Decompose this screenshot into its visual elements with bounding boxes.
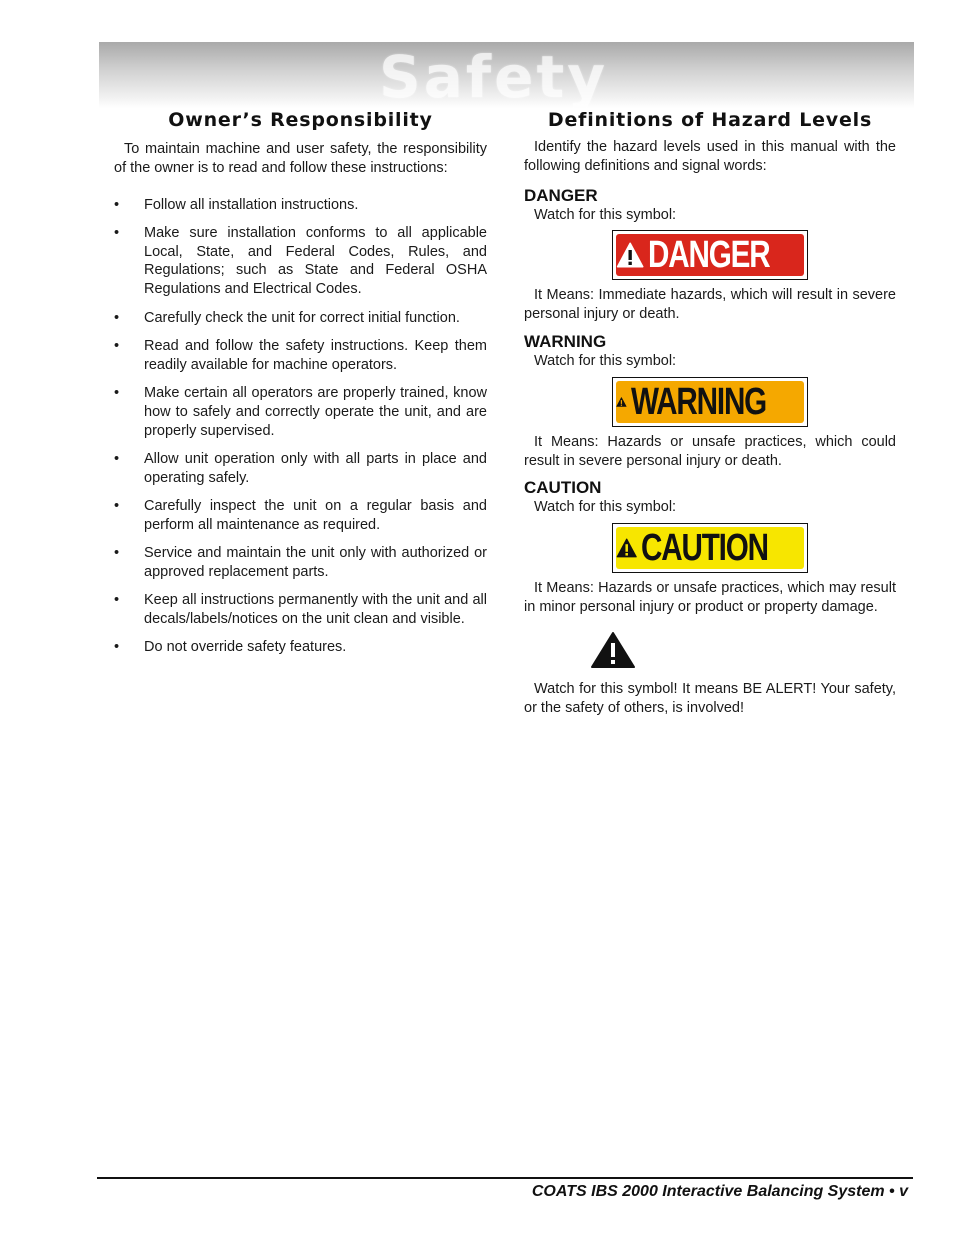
list-item bbox=[114, 638, 487, 657]
list-item-text: Make sure installation conforms to all applicable Local, State, and Federal Codes, Rules, and Regulations; such as State and Federal OSHA Regulations and Electrical Codes. bbox=[144, 224, 487, 298]
alert-triangle-icon bbox=[590, 631, 636, 669]
list-item bbox=[114, 450, 487, 488]
bullet-marker: • bbox=[114, 592, 120, 609]
bullet-marker: • bbox=[114, 545, 120, 562]
danger-definition bbox=[524, 186, 896, 324]
list-item-text: Read and follow the safety instructions. Keep them readily available for machine operators. bbox=[144, 337, 487, 373]
list-item-text: Allow unit operation only with all parts in place and operating safely. bbox=[144, 450, 487, 486]
warning-label: WARNING bbox=[524, 331, 607, 351]
warning-triangle-icon bbox=[616, 532, 637, 564]
caution-sign bbox=[612, 523, 808, 573]
caution-meaning: It Means: Hazards or unsafe practices, which may result in minor personal injury or product or property damage. bbox=[524, 580, 896, 615]
danger-sign-text: DANGER bbox=[648, 234, 770, 277]
warning-sign-panel bbox=[616, 381, 804, 423]
alert-symbol bbox=[590, 631, 896, 674]
warning-meaning: It Means: Hazards or unsafe practices, which could result in severe personal injury or death. bbox=[524, 433, 896, 469]
bullet-marker: • bbox=[114, 337, 120, 354]
list-item bbox=[114, 309, 487, 328]
bullet-marker: • bbox=[114, 639, 120, 656]
list-item-text: Carefully check the unit for correct initial function. bbox=[144, 309, 460, 326]
owners-responsibility-column bbox=[114, 108, 487, 667]
list-item-text: Follow all installation instructions. bbox=[144, 196, 359, 213]
warning-triangle-icon bbox=[616, 386, 627, 418]
list-item-text: Do not override safety features. bbox=[144, 639, 347, 656]
list-item bbox=[114, 384, 487, 440]
banner-title: Safety bbox=[379, 43, 609, 111]
list-item bbox=[114, 497, 487, 535]
bullet-marker: • bbox=[114, 309, 120, 326]
list-item bbox=[114, 224, 487, 299]
warning-watch-text: Watch for this symbol: bbox=[534, 352, 677, 369]
bullet-marker: • bbox=[114, 450, 120, 467]
footer-rule bbox=[97, 1177, 913, 1179]
hazard-levels-intro: Identify the hazard levels used in this manual with the following definitions and signal words: bbox=[524, 139, 896, 174]
section-banner bbox=[99, 42, 914, 111]
hazard-levels-heading: Definitions of Hazard Levels bbox=[547, 109, 873, 131]
bullet-marker: • bbox=[114, 224, 120, 241]
danger-sign bbox=[612, 230, 808, 280]
list-item-text: Carefully inspect the unit on a regular basis and perform all maintenance as required. bbox=[144, 497, 487, 533]
caution-sign-panel bbox=[616, 527, 804, 569]
alert-description: Watch for this symbol! It means BE ALERT! Your safety, or the safety of others, is involved! bbox=[524, 680, 896, 716]
bullet-marker: • bbox=[114, 497, 120, 514]
owners-responsibility-intro: To maintain machine and user safety, the responsibility of the owner is to read and follow these instructions: bbox=[114, 141, 487, 176]
hazard-levels-column bbox=[524, 108, 896, 717]
caution-definition bbox=[524, 478, 896, 616]
list-item bbox=[114, 544, 487, 582]
bullet-marker: • bbox=[114, 384, 120, 401]
warning-triangle-icon bbox=[616, 239, 644, 271]
danger-label: DANGER bbox=[524, 185, 598, 205]
list-item-text: Keep all instructions permanently with the unit and all decals/labels/notices on the unit clean and visible. bbox=[144, 592, 487, 627]
owners-responsibility-heading: Owner’s Responsibility bbox=[168, 109, 433, 131]
list-item bbox=[114, 196, 487, 215]
caution-label: CAUTION bbox=[524, 478, 602, 498]
bullet-marker: • bbox=[114, 196, 120, 213]
danger-sign-panel bbox=[616, 234, 804, 276]
responsibility-list bbox=[114, 196, 487, 657]
warning-sign-text: WARNING bbox=[630, 380, 766, 423]
warning-sign bbox=[612, 377, 808, 427]
list-item bbox=[114, 591, 487, 629]
caution-sign-text: CAUTION bbox=[641, 527, 769, 570]
list-item-text: Service and maintain the unit only with authorized or approved replacement parts. bbox=[144, 545, 487, 580]
caution-watch-text: Watch for this symbol: bbox=[534, 499, 677, 516]
list-item-text: Make certain all operators are properly trained, know how to safely and correctly operate the unit, and are properly supervised. bbox=[144, 384, 487, 439]
danger-meaning: It Means: Immediate hazards, which will result in severe personal injury or death. bbox=[524, 287, 896, 323]
footer-text: COATS IBS 2000 Interactive Balancing System • v bbox=[531, 1183, 908, 1200]
danger-watch-text: Watch for this symbol: bbox=[534, 206, 677, 223]
warning-definition bbox=[524, 332, 896, 470]
list-item bbox=[114, 337, 487, 375]
